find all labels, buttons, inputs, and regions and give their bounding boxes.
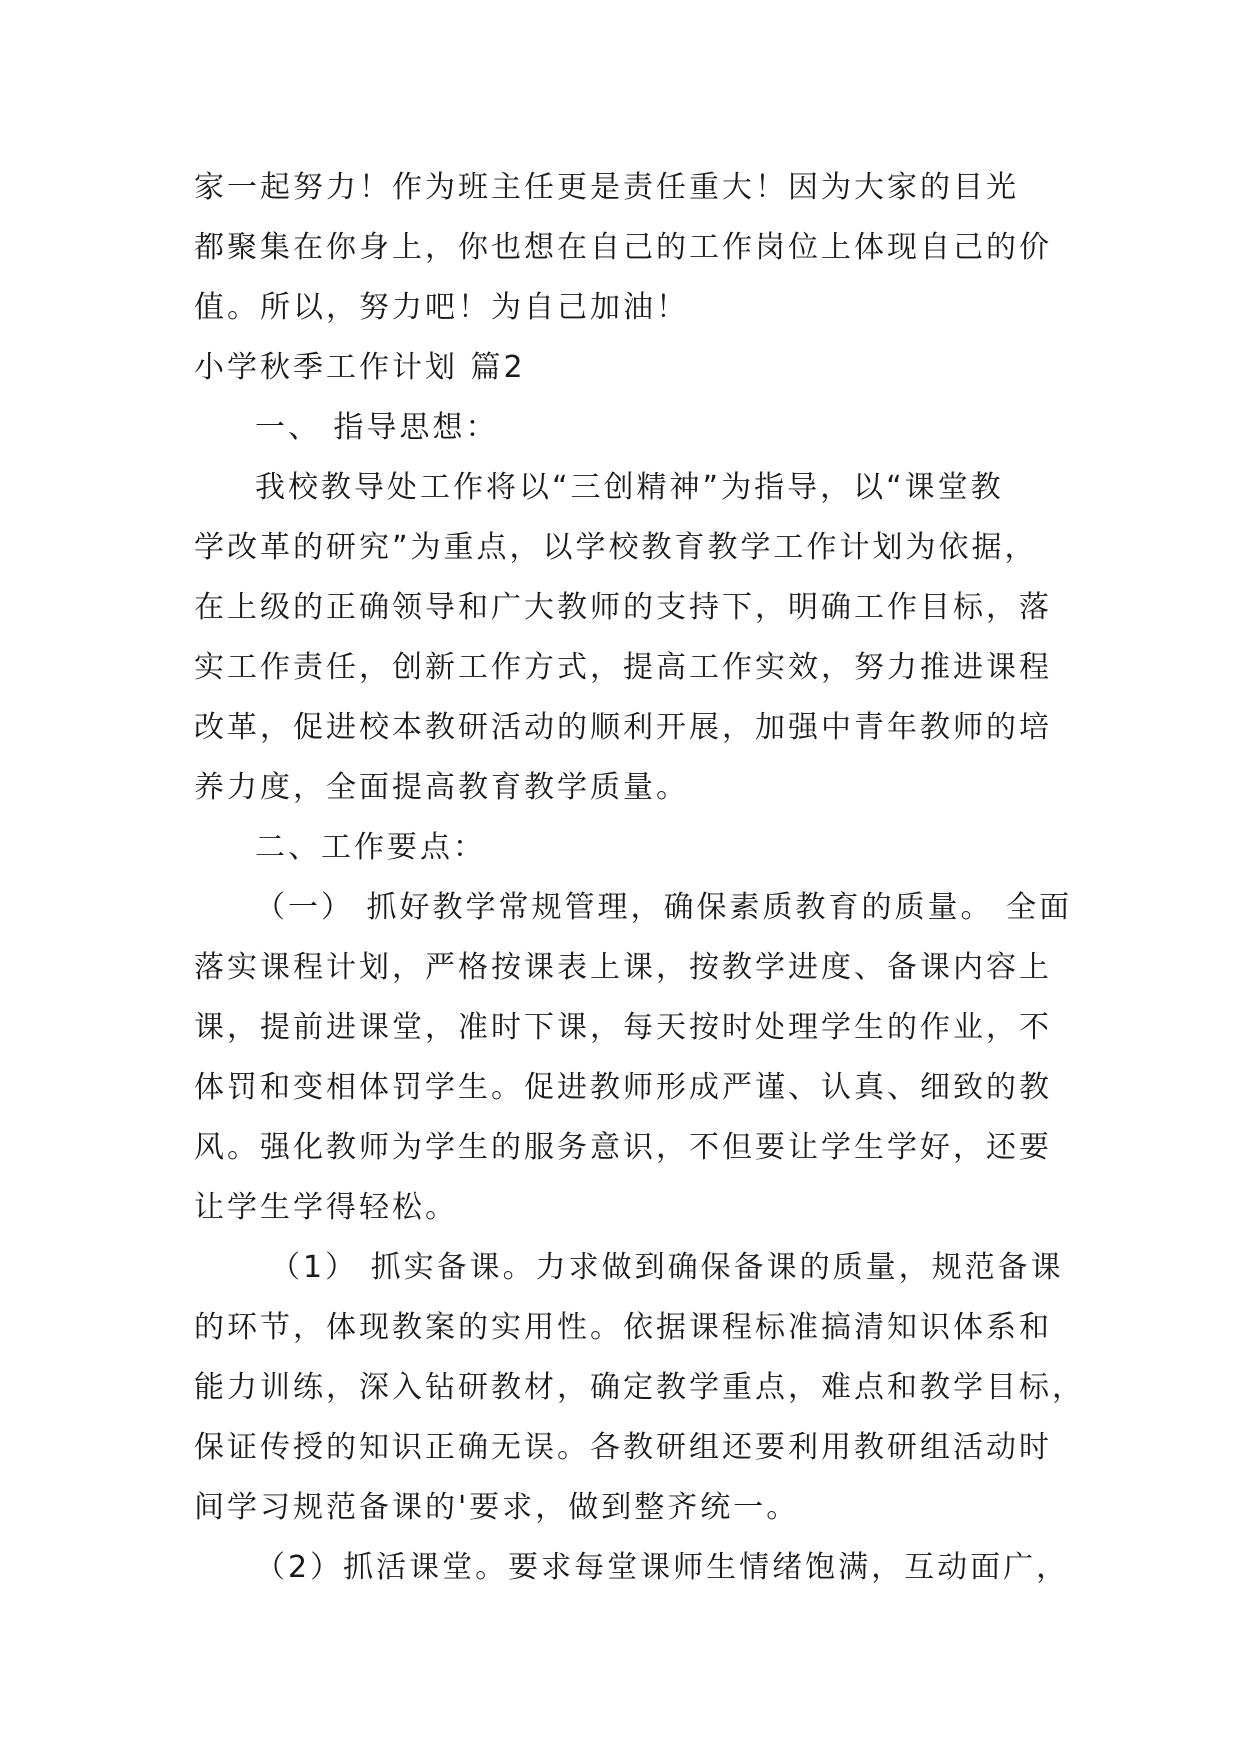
- section-heading: 小学秋季工作计划 篇2: [194, 350, 526, 385]
- text-line: 能力训练，深入钻研教材，确定教学重点，难点和教学目标，: [194, 1370, 1085, 1405]
- text-line: 养力度，全面提高教育教学质量。: [194, 770, 689, 805]
- text-line: 体罚和变相体罚学生。促进教师形成严谨、认真、细致的教: [194, 1070, 1052, 1105]
- text-line: 都聚集在你身上，你也想在自己的工作岗位上体现自己的价: [194, 230, 1052, 265]
- text-line: 保证传授的知识正确无误。各教研组还要利用教研组活动时: [194, 1430, 1052, 1465]
- text-line: 的环节，体现教案的实用性。依据课程标准搞清知识体系和: [194, 1310, 1052, 1345]
- text-line: 改革，促进校本教研活动的顺利开展，加强中青年教师的培: [194, 710, 1052, 745]
- text-line: 让学生学得轻松。: [194, 1190, 458, 1225]
- text-line: 我校教导处工作将以“三创精神”为指导，以“课堂教: [255, 470, 1004, 505]
- text-line: 风。强化教师为学生的服务意识，不但要让学生学好，还要: [194, 1130, 1052, 1165]
- text-line: （2）抓活课堂。要求每堂课师生情绪饱满，互动面广，: [255, 1550, 1070, 1585]
- subheading: 一、 指导思想：: [255, 410, 499, 445]
- text-line: 学改革的研究”为重点，以学校教育教学工作计划为依据，: [194, 530, 1038, 565]
- text-line: 在上级的正确领导和广大教师的支持下，明确工作目标，落: [194, 590, 1052, 625]
- text-line: 值。所以，努力吧！为自己加油！: [194, 290, 689, 325]
- text-line: 间学习规范备课的'要求，做到整齐统一。: [194, 1490, 800, 1525]
- subheading: 二、工作要点：: [255, 830, 486, 865]
- text-line: （一） 抓好教学常规管理，确保素质教育的质量。 全面: [255, 890, 1073, 925]
- text-line: 课，提前进课堂，准时下课，每天按时处理学生的作业，不: [194, 1010, 1052, 1045]
- text-line: 家一起努力！作为班主任更是责任重大！因为大家的目光: [194, 170, 1019, 205]
- text-line: 落实课程计划，严格按课表上课，按教学进度、备课内容上: [194, 950, 1052, 985]
- text-line: 实工作责任，创新工作方式，提高工作实效，努力推进课程: [194, 650, 1052, 685]
- document-body: [194, 158, 1085, 1598]
- text-line: （1） 抓实备课。力求做到确保备课的质量，规范备课: [270, 1250, 1064, 1285]
